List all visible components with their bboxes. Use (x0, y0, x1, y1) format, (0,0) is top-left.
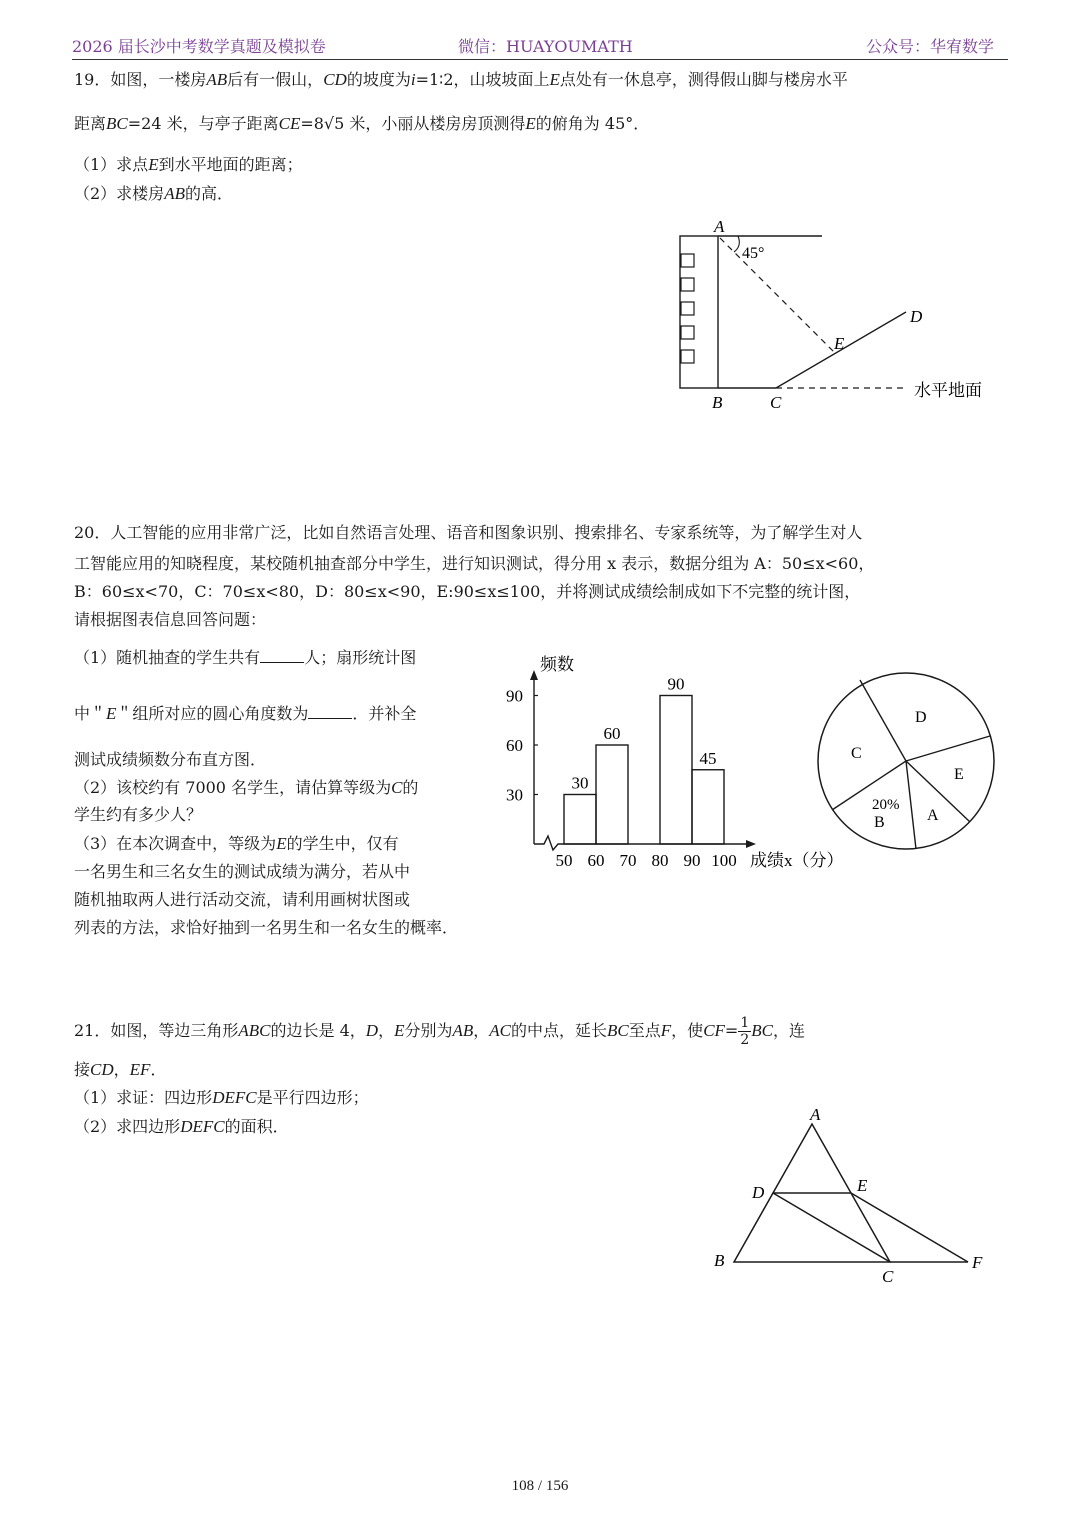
q20-sub1-a: （1）随机抽查的学生共有 人；扇形统计图 (74, 648, 417, 667)
window (681, 302, 694, 315)
label-D: D (752, 1183, 765, 1202)
q20-sub3-c: 随机抽取两人进行活动交流，请利用画树状图或 (74, 890, 411, 909)
label-A: A (714, 217, 725, 236)
label-C: C (882, 1267, 894, 1286)
q20-sub1-b: 中＂E＂组所对应的圆心角度数为 ．并补全 (74, 704, 417, 723)
label-45deg: 45° (742, 245, 765, 262)
q21-sub2: （2）求四边形DEFC的面积． (74, 1117, 289, 1136)
q21-sub1: （1）求证：四边形DEFC是平行四边形； (74, 1088, 369, 1107)
y-tick-label: 30 (506, 785, 523, 805)
x-tick-label: 60 (587, 851, 605, 870)
window (681, 326, 694, 339)
y-tick-label: 90 (506, 686, 523, 706)
bar-data-label: 30 (571, 773, 589, 793)
label-ground: 水平地面 (914, 381, 982, 400)
label-F: F (972, 1253, 983, 1272)
header-title: 2026 届长沙中考数学真题及模拟卷 (72, 37, 326, 56)
angle-arc (734, 236, 739, 252)
pie-divider (860, 680, 906, 761)
q19-figure (660, 212, 1000, 422)
sight-line-AE (720, 238, 836, 354)
x-tick-label: 90 (683, 851, 701, 870)
page-number: 108 / 156 (511, 1478, 569, 1494)
x-tick-label: 50 (555, 851, 573, 870)
label-E: E (834, 334, 845, 353)
pie-label-b-percent: 20% (872, 797, 900, 813)
q20-line1: 20．人工智能的应用非常广泛，比如自然语言处理、语音和图象识别、搜索排名、专家系统等，为了解学生对人 (74, 523, 863, 542)
x-axis-label: 成绩x（分） (750, 851, 844, 870)
label-E: E (857, 1176, 868, 1195)
window (681, 254, 694, 267)
histogram-bar (564, 795, 596, 845)
pie-chart (815, 670, 997, 852)
label-A: A (810, 1105, 821, 1124)
q21-figure (700, 1100, 1000, 1290)
histogram-chart (498, 648, 858, 878)
answer-blank-total[interactable] (260, 649, 304, 663)
q19-line2: 距离BC=24 米，与亭子距离CE=8√5 米，小丽从楼房房顶测得E的俯角为 45°． (74, 114, 650, 133)
histogram-bar (660, 696, 692, 845)
q20-sub2-a: （2）该校约有 7000 名学生，请估算等级为C的 (74, 778, 419, 797)
q21-line2: 接CD，EF． (74, 1060, 167, 1079)
q19-sub2: （2）求楼房AB的高． (74, 184, 233, 203)
answer-blank-angle[interactable] (308, 705, 352, 719)
label-B: B (712, 393, 723, 412)
pie-label-D: D (915, 709, 927, 726)
x-tick-label: 70 (619, 851, 637, 870)
q19-sub1: （1）求点E到水平地面的距离； (74, 155, 303, 174)
building-outline (680, 236, 718, 388)
segment-CD (773, 1193, 890, 1262)
header-wechat: 微信：HUAYOUMATH (458, 37, 633, 56)
pie-label-E: E (954, 766, 964, 783)
x-tick-label: 100 (711, 851, 737, 870)
pie-divider (906, 736, 990, 761)
q20-sub3-d: 列表的方法，求恰好抽到一名男生和一名女生的概率． (74, 918, 459, 937)
q20-sub2-b: 学生约有多少人？ (74, 805, 203, 824)
pie-label-A: A (927, 807, 939, 824)
y-axis-arrow (530, 670, 538, 680)
bar-data-label: 90 (667, 674, 685, 694)
q20-sub3-a: （3）在本次调查中，等级为E的学生中，仅有 (74, 834, 399, 853)
x-axis (534, 836, 746, 850)
q20-sub1-c: 测试成绩频数分布直方图． (74, 750, 267, 769)
q21-line1: 21．如图，等边三角形ABC的边长是 4，D，E分别为AB，AC的中点，延长BC至点F，使CF= $\frac{1}{2}$ BC，连 (74, 1015, 805, 1048)
window (681, 350, 694, 363)
pie-divider (906, 761, 916, 849)
histogram-bar (596, 745, 628, 844)
fraction-one-half: $\frac{1}{2}$ (740, 1015, 750, 1048)
label-B: B (714, 1251, 725, 1270)
histogram-bar (692, 770, 724, 844)
q19-line1: 19．如图，一楼房AB后有一假山，CD的坡度为i=1∶2，山坡坡面上E点处有一休息亭，测得假山脚与楼房水平 (74, 70, 848, 89)
x-tick-label: 80 (651, 851, 669, 870)
page-header (72, 34, 1008, 60)
q20-line4: 请根据图表信息回答问题： (74, 610, 267, 629)
pie-label-C: C (851, 745, 862, 762)
y-tick-label: 60 (506, 736, 523, 755)
label-C: C (770, 393, 782, 412)
q20-line3: B：60≤x<70，C：70≤x<80，D：80≤x<90，E:90≤x≤100，并将测试成绩绘制成如下不完整的统计图， (74, 582, 861, 601)
window (681, 278, 694, 291)
bar-data-label: 60 (603, 724, 621, 743)
segment-EF (851, 1193, 968, 1262)
x-axis-arrow (746, 840, 756, 848)
label-D: D (910, 307, 923, 326)
y-axis-label: 频数 (540, 655, 574, 674)
bar-data-label: 45 (699, 748, 717, 768)
q20-line2: 工智能应用的知晓程度，某校随机抽查部分中学生，进行知识测试，得分用 x 表示，数据分组为 A：50≤x<60， (74, 554, 875, 573)
pie-label-B: B (874, 814, 885, 831)
q20-sub3-b: 一名男生和三名女生的测试成绩为满分，若从中 (74, 862, 411, 881)
header-account: 公众号：华宥数学 (865, 37, 994, 56)
